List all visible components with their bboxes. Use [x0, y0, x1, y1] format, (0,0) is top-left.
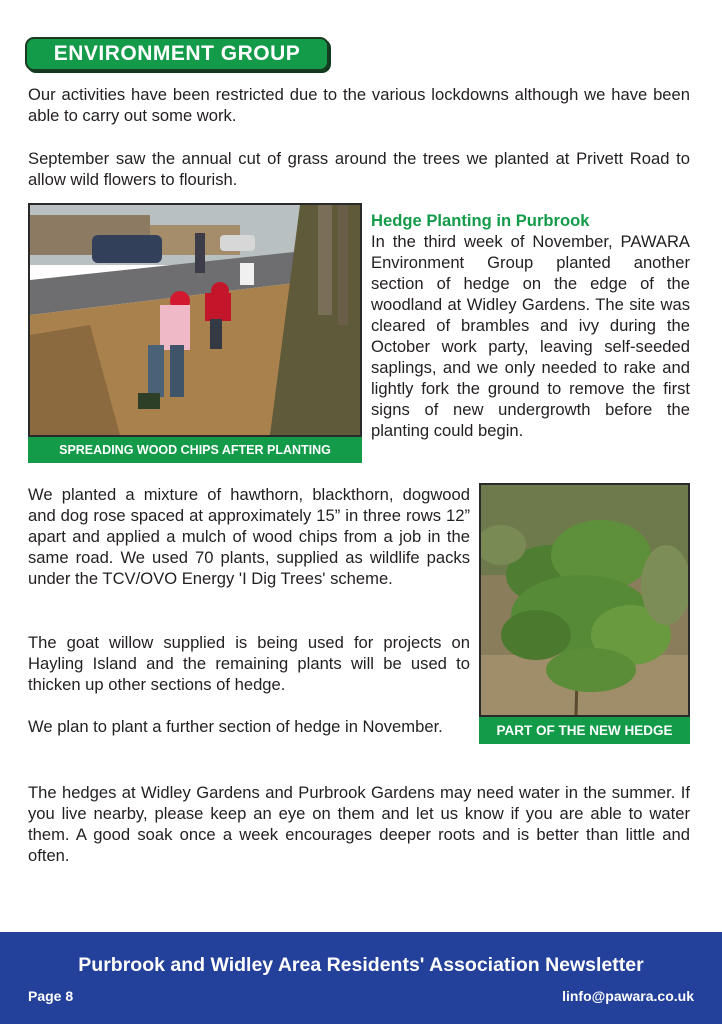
- hedge-planting-section: [371, 210, 690, 441]
- plan-paragraph: We plan to plant a further section of hedge in November.: [28, 717, 443, 736]
- contact-email[interactable]: linfo@pawara.co.uk: [562, 988, 694, 1004]
- watering-paragraph: The hedges at Widley Gardens and Purbrook Gardens may need water in the summer. If you live nearby, please keep an eye on them and let us know if you are able to water them. A good soak once a week encourages deeper roots and is better than little and often.: [28, 783, 690, 865]
- intro-paragraph: Our activities have been restricted due to the various lockdowns although we have been able to carry out some work.: [28, 85, 690, 125]
- plant-mixture-paragraph: We planted a mixture of hawthorn, blackthorn, dogwood and dog rose spaced at approximately 15” in three rows 12” apart and applied a mulch of wood chips from a job in the same road. We used 70 plants, supplied as wildlife packs under the TCV/OVO Energy 'I Dig Trees' scheme.: [28, 485, 470, 588]
- section-title: ENVIRONMENT GROUP: [25, 37, 329, 71]
- wood-chips-caption: SPREADING WOOD CHIPS AFTER PLANTING: [28, 437, 362, 463]
- september-paragraph: September saw the annual cut of grass around the trees we planted at Privett Road to allow wild flowers to flourish.: [28, 149, 690, 189]
- hedge-planting-body: In the third week of November, PAWARA Environment Group planted another section of hedge on the edge of the woodland at Widley Gardens. The site was cleared of brambles and ivy during the October work party, leaving self-seeded saplings, and we only needed to rake and lightly fork the ground to remove the first signs of new undergrowth before the planting could begin.: [371, 232, 690, 440]
- page-number: Page 8: [28, 988, 74, 1004]
- newsletter-title: Purbrook and Widley Area Residents' Association Newsletter: [78, 954, 644, 976]
- goat-willow-paragraph: The goat willow supplied is being used for projects on Hayling Island and the remaining plants will be used to thicken up other sections of hedge.: [28, 633, 470, 694]
- wood-chips-photo: [28, 203, 362, 437]
- hedge-planting-heading: Hedge Planting in Purbrook: [371, 211, 590, 230]
- new-hedge-photo: [479, 483, 690, 717]
- new-hedge-caption: PART OF THE NEW HEDGE: [479, 717, 690, 744]
- newsletter-footer: [0, 932, 722, 1024]
